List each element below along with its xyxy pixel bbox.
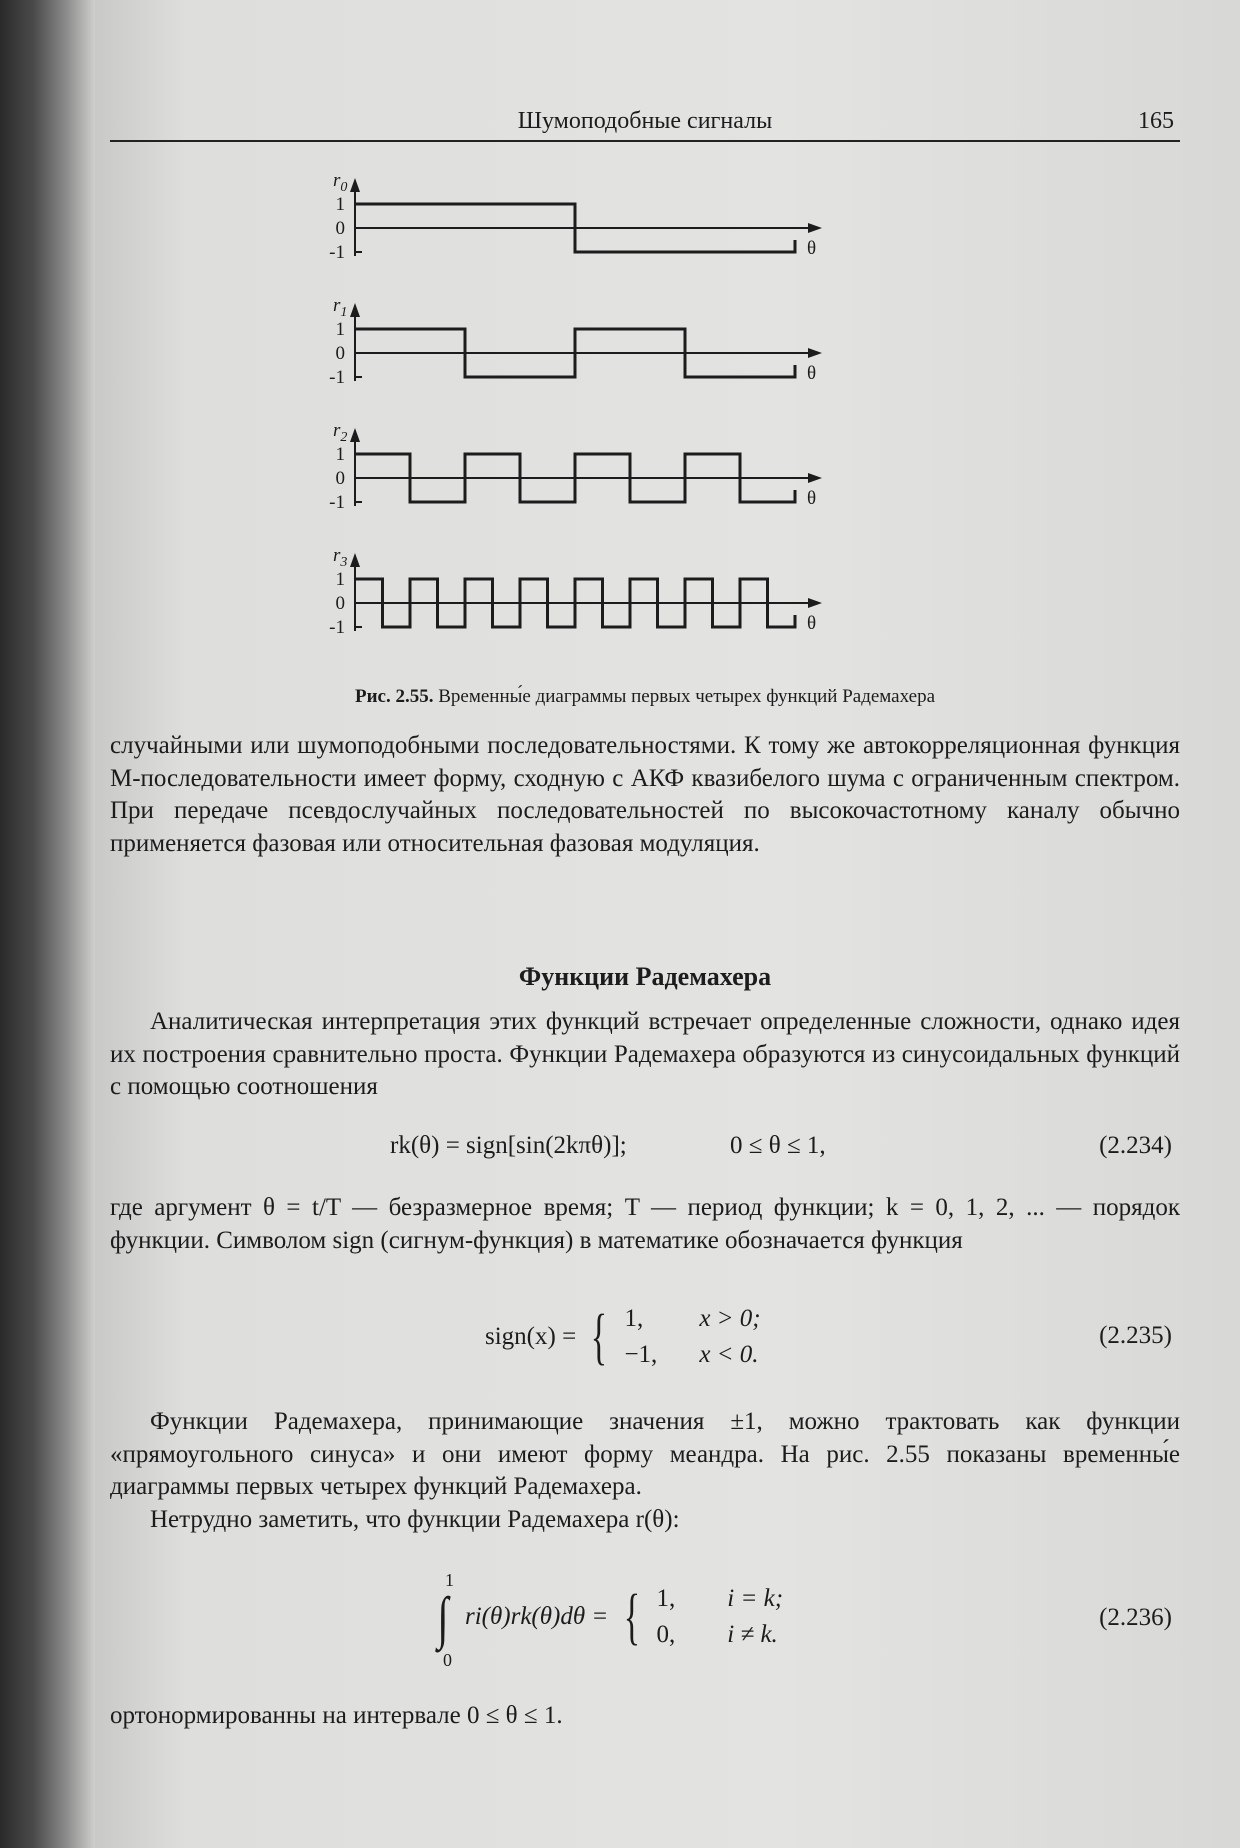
upper-limit: 1 bbox=[445, 1570, 454, 1590]
case-condition: i ≠ k. bbox=[727, 1621, 778, 1648]
figure-caption-text: Временны́е диаграммы первых четырех функций Радемахера bbox=[438, 686, 936, 707]
page-number: 165 bbox=[1138, 108, 1174, 134]
plot-label-subscript: 0 bbox=[340, 180, 348, 195]
case-condition: x > 0; bbox=[699, 1305, 761, 1332]
equation-2-234-lhs: rk(θ) = sign[sin(2kπθ)]; bbox=[390, 1132, 627, 1159]
plot-label: $r_2$ bbox=[333, 420, 348, 445]
y-tick-label: 1 bbox=[335, 444, 345, 465]
case-value: 1, bbox=[656, 1585, 676, 1612]
theta-axis-arrow-icon bbox=[808, 473, 822, 483]
equation-2-236-number: (2.236) bbox=[1099, 1604, 1172, 1631]
equation-2-235 bbox=[110, 1300, 1180, 1380]
y-axis-arrow-icon bbox=[350, 428, 360, 442]
page-header bbox=[110, 104, 1180, 142]
y-tick-label: -1 bbox=[329, 242, 345, 263]
theta-axis-arrow-icon bbox=[808, 223, 822, 233]
plot-label-subscript: 1 bbox=[340, 305, 348, 320]
plot-label: $r_0$ bbox=[333, 170, 348, 195]
section-title: Функции Радемахера bbox=[518, 962, 772, 991]
integral-sign bbox=[435, 1570, 461, 1680]
plot-label-subscript: 3 bbox=[340, 555, 348, 570]
theta-axis-label: θ bbox=[807, 363, 817, 384]
equation-2-235-cases bbox=[622, 1300, 772, 1374]
running-title: Шумоподобные сигналы bbox=[517, 108, 773, 134]
y-axis-arrow-icon bbox=[350, 178, 360, 192]
y-tick-label: 1 bbox=[335, 569, 345, 590]
y-tick-label: 1 bbox=[335, 194, 345, 215]
y-tick-label: -1 bbox=[329, 617, 345, 638]
y-tick-label: 0 bbox=[335, 593, 345, 614]
paragraph-5: Нетрудно заметить, что функции Радемахера r(θ): bbox=[150, 1506, 680, 1533]
equation-2-234-condition: 0 ≤ θ ≤ 1, bbox=[730, 1132, 826, 1159]
y-axis-arrow-icon bbox=[350, 553, 360, 567]
paragraph-4: Функции Радемахера, принимающие значения ±1, можно трактовать как функции «прямоугольного синуса» и они имеют форму меандра. На рис. 2.55 показаны временны́е диаграммы первых четырех функций Радемахера. bbox=[110, 1408, 1180, 1500]
equation-2-236-integrand: ri(θ)rk(θ)dθ = bbox=[465, 1603, 609, 1630]
y-tick-label: -1 bbox=[329, 367, 345, 388]
theta-axis-label: θ bbox=[807, 613, 817, 634]
integral-icon: ∫ bbox=[437, 1585, 449, 1650]
plot-label-subscript: 2 bbox=[340, 430, 348, 445]
plot-label: $r_1$ bbox=[333, 295, 348, 320]
paragraph-6: ортонормированны на интервале 0 ≤ θ ≤ 1. bbox=[110, 1702, 563, 1729]
theta-axis-label: θ bbox=[807, 488, 817, 509]
y-tick-label: 0 bbox=[335, 218, 345, 239]
y-tick-label: -1 bbox=[329, 492, 345, 513]
case-value: 1, bbox=[624, 1305, 644, 1332]
figure-caption bbox=[110, 686, 1180, 708]
equation-2-236 bbox=[110, 1570, 1180, 1680]
equation-2-236-cases bbox=[655, 1580, 796, 1654]
y-tick-label: 1 bbox=[335, 319, 345, 340]
paragraph-2: Аналитическая интерпретация этих функций встречает определенные сложности, однако идея их построения сравнительно проста. Функции Радемахера образуются из синусоидальных функций с помощью соотношения bbox=[110, 1008, 1180, 1100]
plot-label: $r_3$ bbox=[333, 545, 348, 570]
y-tick-label: 0 bbox=[335, 343, 345, 364]
case-value: 0, bbox=[656, 1621, 676, 1648]
equation-2-235-number: (2.235) bbox=[1099, 1322, 1172, 1349]
figure-caption-label: Рис. 2.55. bbox=[354, 686, 434, 707]
book-spine-shadow bbox=[0, 0, 95, 1848]
paragraph-1: случайными или шумоподобными последовательностями. К тому же автокорреляционная функция M-последовательности имеет форму, сходную с АКФ квазибелого шума с ограниченным спектром. При передаче псевдослучайных последовательностей по высокочастотному каналу обычно применяется фазовая или относительная фазовая модуляция. bbox=[110, 732, 1180, 857]
y-tick-label: 0 bbox=[335, 468, 345, 489]
case-condition: i = k; bbox=[727, 1585, 784, 1612]
rademacher-diagram-figure bbox=[300, 158, 980, 658]
curly-brace-icon: { bbox=[591, 1303, 608, 1371]
curly-brace-icon: { bbox=[623, 1583, 640, 1651]
theta-axis-arrow-icon bbox=[808, 348, 822, 358]
case-condition: x < 0. bbox=[699, 1341, 759, 1368]
equation-2-234-number: (2.234) bbox=[1099, 1132, 1172, 1159]
y-axis-arrow-icon bbox=[350, 303, 360, 317]
theta-axis-label: θ bbox=[807, 238, 817, 259]
lower-limit: 0 bbox=[443, 1650, 452, 1670]
equation-2-235-lhs: sign(x) = bbox=[485, 1323, 577, 1350]
paragraph-3: где аргумент θ = t/T — безразмерное время; T — период функции; k = 0, 1, 2, ... — порядок функции. Символом sign (сигнум-функция) в математике обозначается функция bbox=[110, 1194, 1180, 1254]
theta-axis-arrow-icon bbox=[808, 598, 822, 608]
case-value: −1, bbox=[624, 1341, 658, 1368]
